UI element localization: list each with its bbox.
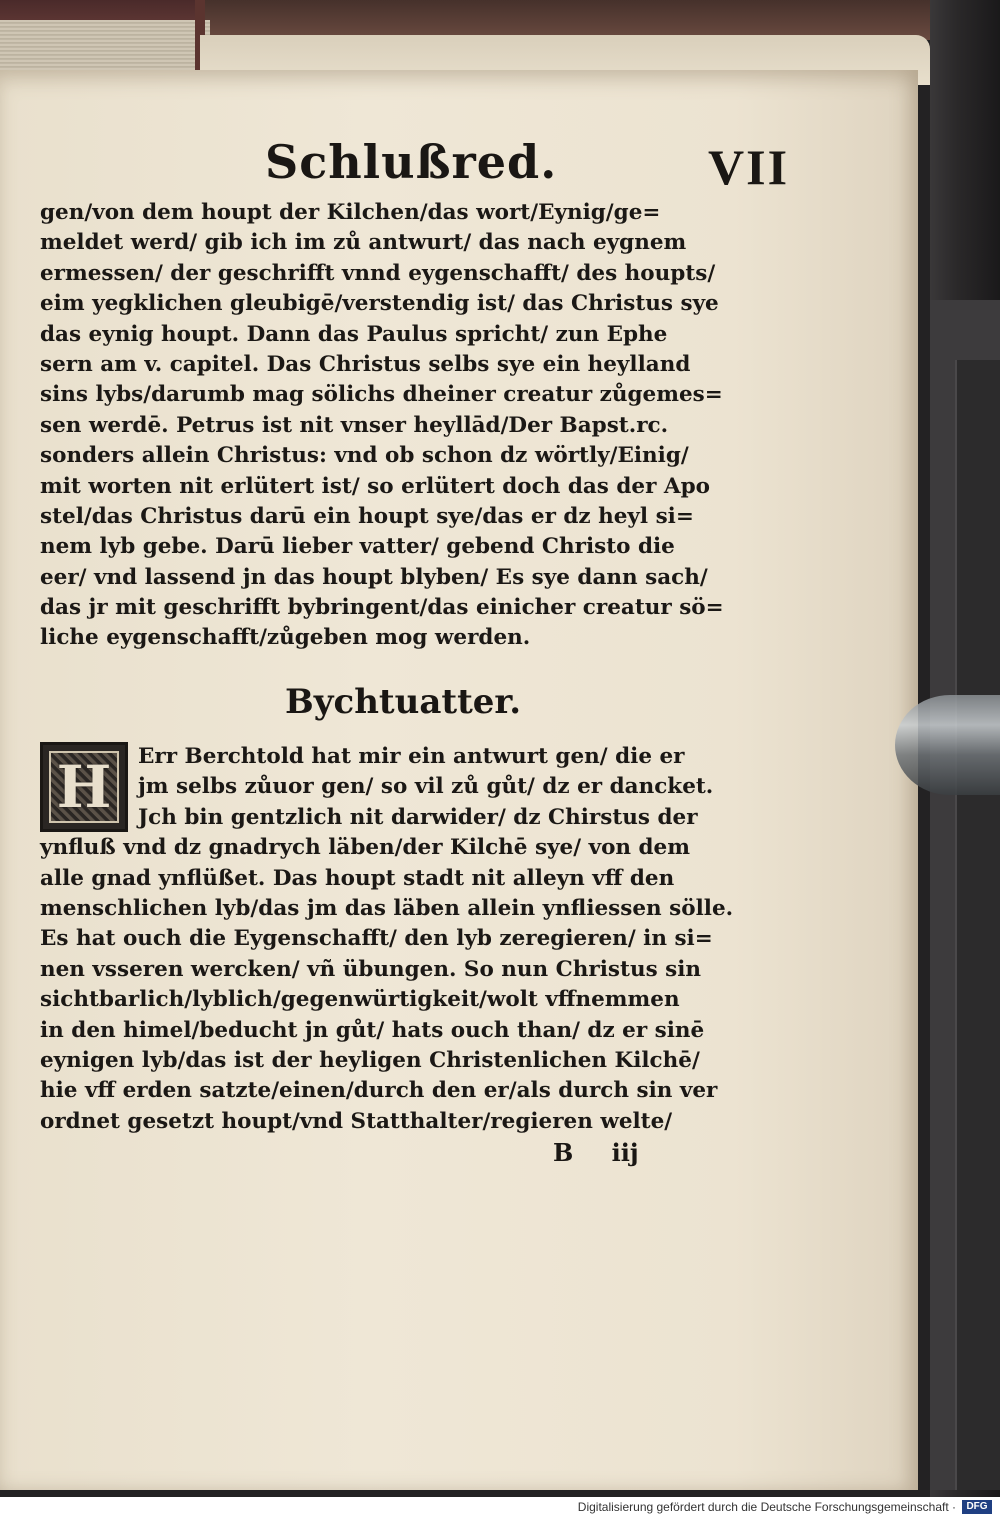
section-heading: Bychtuatter. bbox=[285, 682, 522, 722]
text-line: hie vff erden satzte/einen/durch den er/als durch sin ver bbox=[40, 1078, 718, 1104]
text-line: ermessen/ der geschrifft vnnd eygenschafft/ des houpts/ bbox=[40, 260, 716, 286]
footer-bar bbox=[0, 1497, 1000, 1519]
book-stack-inner bbox=[955, 360, 1000, 1490]
text-line: sen werdē. Petrus ist nit vnser heyllād/Der Bapst.rc. bbox=[40, 412, 669, 438]
text-line: Err Berchtold hat mir ein antwurt gen/ die er bbox=[138, 744, 685, 769]
text-line: eim yegklichen gleubigē/verstendig ist/ das Christus sye bbox=[40, 291, 719, 317]
glass-clamp bbox=[895, 695, 1000, 795]
text-line: nen vsseren wercken/ vñ übungen. So nun Christus sin bbox=[40, 956, 702, 982]
text-line: eer/ vnd lassend jn das houpt blyben/ Es sye dann sach/ bbox=[40, 564, 708, 590]
dfg-logo-icon: DFG bbox=[962, 1500, 992, 1514]
text-line: Jch bin gentzlich nit darwider/ dz Chirstus der bbox=[138, 804, 698, 830]
text-line: liche eygenschafft/zůgeben mog werden. bbox=[40, 625, 531, 651]
text-line: sins lybs/darumb mag sölichs dheiner creatur zůgemes= bbox=[40, 382, 723, 408]
text-line: alle gnad ynflüßet. Das houpt stadt nit alleyn vff den bbox=[40, 865, 675, 891]
text-line: stel/das Christus darū ein houpt sye/das er dz heyl si= bbox=[40, 503, 694, 529]
text-line: menschlichen lyb/das jm das läben allein ynfliessen sölle. bbox=[40, 895, 734, 921]
initial-letter: H bbox=[56, 753, 112, 821]
text-line: jm selbs zůuor gen/ so vil zů gůt/ dz er dancket. bbox=[138, 774, 714, 800]
text-line: ynfluß vnd dz gnadrych läben/der Kilchē sye/ von dem bbox=[40, 835, 690, 861]
text-line: mit worten nit erlütert ist/ so erlütert doch das der Apo bbox=[40, 473, 710, 499]
text-line: gen/von dem houpt der Kilchen/das wort/Eynig/ge= bbox=[40, 200, 661, 225]
text-line: das jr mit geschrifft bybringent/das einicher creatur sö= bbox=[40, 595, 724, 621]
text-line: in den himel/beducht jn gůt/ hats ouch than/ dz er sinē bbox=[40, 1017, 705, 1043]
signature-mark: B iij bbox=[553, 1138, 639, 1167]
text-line: sichtbarlich/lyblich/gegenwürtigkeit/wolt vffnemmen bbox=[40, 987, 680, 1013]
text-line: ordnet gesetzt houpt/vnd Statthalter/regieren welte/ bbox=[40, 1108, 673, 1134]
text-line: Es hat ouch die Eygenschafft/ den lyb zeregieren/ in si= bbox=[40, 926, 713, 952]
text-line: meldet werd/ gib ich im zů antwurt/ das nach eygnem bbox=[40, 230, 687, 256]
footer-credit: Digitalisierung gefördert durch die Deutsche Forschungsgemeinschaft · bbox=[577, 1500, 956, 1514]
folio-number: VII bbox=[708, 139, 790, 195]
text-line: sern am v. capitel. Das Christus selbs sye ein heylland bbox=[40, 351, 691, 377]
book-cover-band bbox=[200, 0, 930, 40]
text-block-1 bbox=[40, 198, 724, 654]
text-line: das eynig houpt. Dann das Paulus spricht/ zun Ephe bbox=[40, 321, 668, 347]
text-line: nem lyb gebe. Darū lieber vatter/ gebend Christo die bbox=[40, 534, 675, 560]
running-title: Schlußred. bbox=[265, 135, 558, 189]
text-line: sonders allein Christus: vnd ob schon dz wörtly/Einig/ bbox=[40, 443, 689, 469]
text-block-2 bbox=[40, 742, 734, 1137]
text-line: eynigen lyb/das ist der heyligen Christenlichen Kilchē/ bbox=[40, 1047, 700, 1073]
